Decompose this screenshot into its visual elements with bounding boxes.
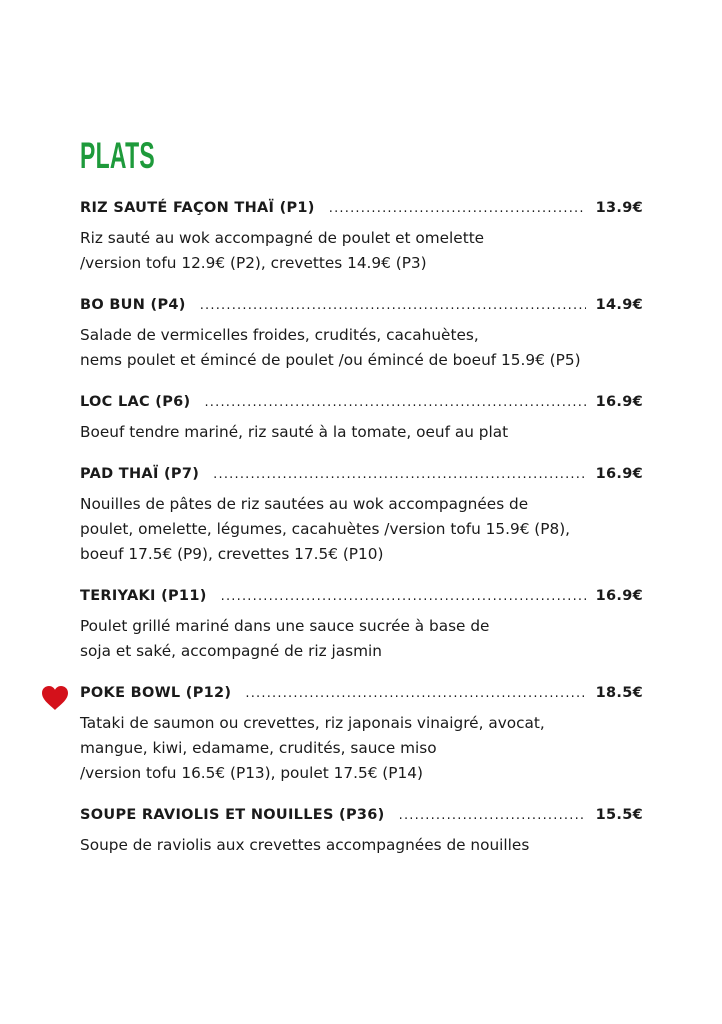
menu-item-header [80,297,643,323]
menu-list [80,200,643,879]
menu-item-description: Salade de vermicelles froides, crudités, cacahuètes, nems poulet et émincé de poulet /ou émincé de boeuf 15.9€ (P5) [80,326,581,369]
menu-item-price: 16.9€ [595,394,643,410]
menu-item-name: BO BUN (P4) [80,297,186,313]
menu-item-name: RIZ SAUTÉ FAÇON THAÏ (P1) [80,200,315,216]
dot-leader [213,467,585,482]
menu-item-name: SOUPE RAVIOLIS ET NOUILLES (P36) [80,807,385,823]
heart-icon [41,685,69,711]
dot-leader [200,298,586,313]
menu-item-description: Riz sauté au wok accompagné de poulet et omelette /version tofu 12.9€ (P2), crevettes 14.9€ (P3) [80,229,485,272]
menu-item [80,297,643,373]
dot-leader [221,589,586,604]
menu-item-header [80,807,643,833]
menu-item-description: Tataki de saumon ou crevettes, riz japonais vinaigré, avocat, mangue, kiwi, edamame, crudités, sauce miso /version tofu 16.5€ (P13), poulet 17.5€ (P14) [80,714,545,782]
dot-leader [329,201,586,216]
section-title: PLATS [80,135,156,176]
menu-item-description: Nouilles de pâtes de riz sautées au wok accompagnées de poulet, omelette, légumes, cacahuètes /version tofu 15.9€ (P8), boeuf 17.5€ (P9), crevettes 17.5€ (P10) [80,495,571,563]
menu-item-price: 13.9€ [595,200,643,216]
menu-item [80,200,643,276]
menu-item [80,588,643,664]
menu-item-price: 14.9€ [595,297,643,313]
menu-item [80,394,643,445]
menu-item-header [80,466,643,492]
menu-item-name: LOC LAC (P6) [80,394,191,410]
dot-leader [245,686,585,701]
menu-item [80,807,643,858]
dot-leader [204,395,585,410]
menu-item-favorite [80,685,643,786]
menu-item-price: 18.5€ [595,685,643,701]
menu-item-name: PAD THAÏ (P7) [80,466,200,482]
menu-item-header [80,588,643,614]
menu-item-name: TERIYAKI (P11) [80,588,207,604]
menu-item-price: 15.5€ [595,807,643,823]
menu-item-description: Boeuf tendre mariné, riz sauté à la tomate, oeuf au plat [80,423,509,441]
menu-item [80,466,643,567]
menu-item-price: 16.9€ [595,466,643,482]
menu-item-header [80,394,643,420]
dot-leader [399,808,586,823]
menu-item-description: Soupe de raviolis aux crevettes accompagnées de nouilles [80,836,530,854]
menu-item-price: 16.9€ [595,588,643,604]
menu-item-description: Poulet grillé mariné dans une sauce sucrée à base de soja et saké, accompagné de riz jasmin [80,617,490,660]
heart-shape [42,686,68,710]
menu-item-header [80,685,643,711]
menu-item-header [80,200,643,226]
menu-item-name: POKE BOWL (P12) [80,685,232,701]
